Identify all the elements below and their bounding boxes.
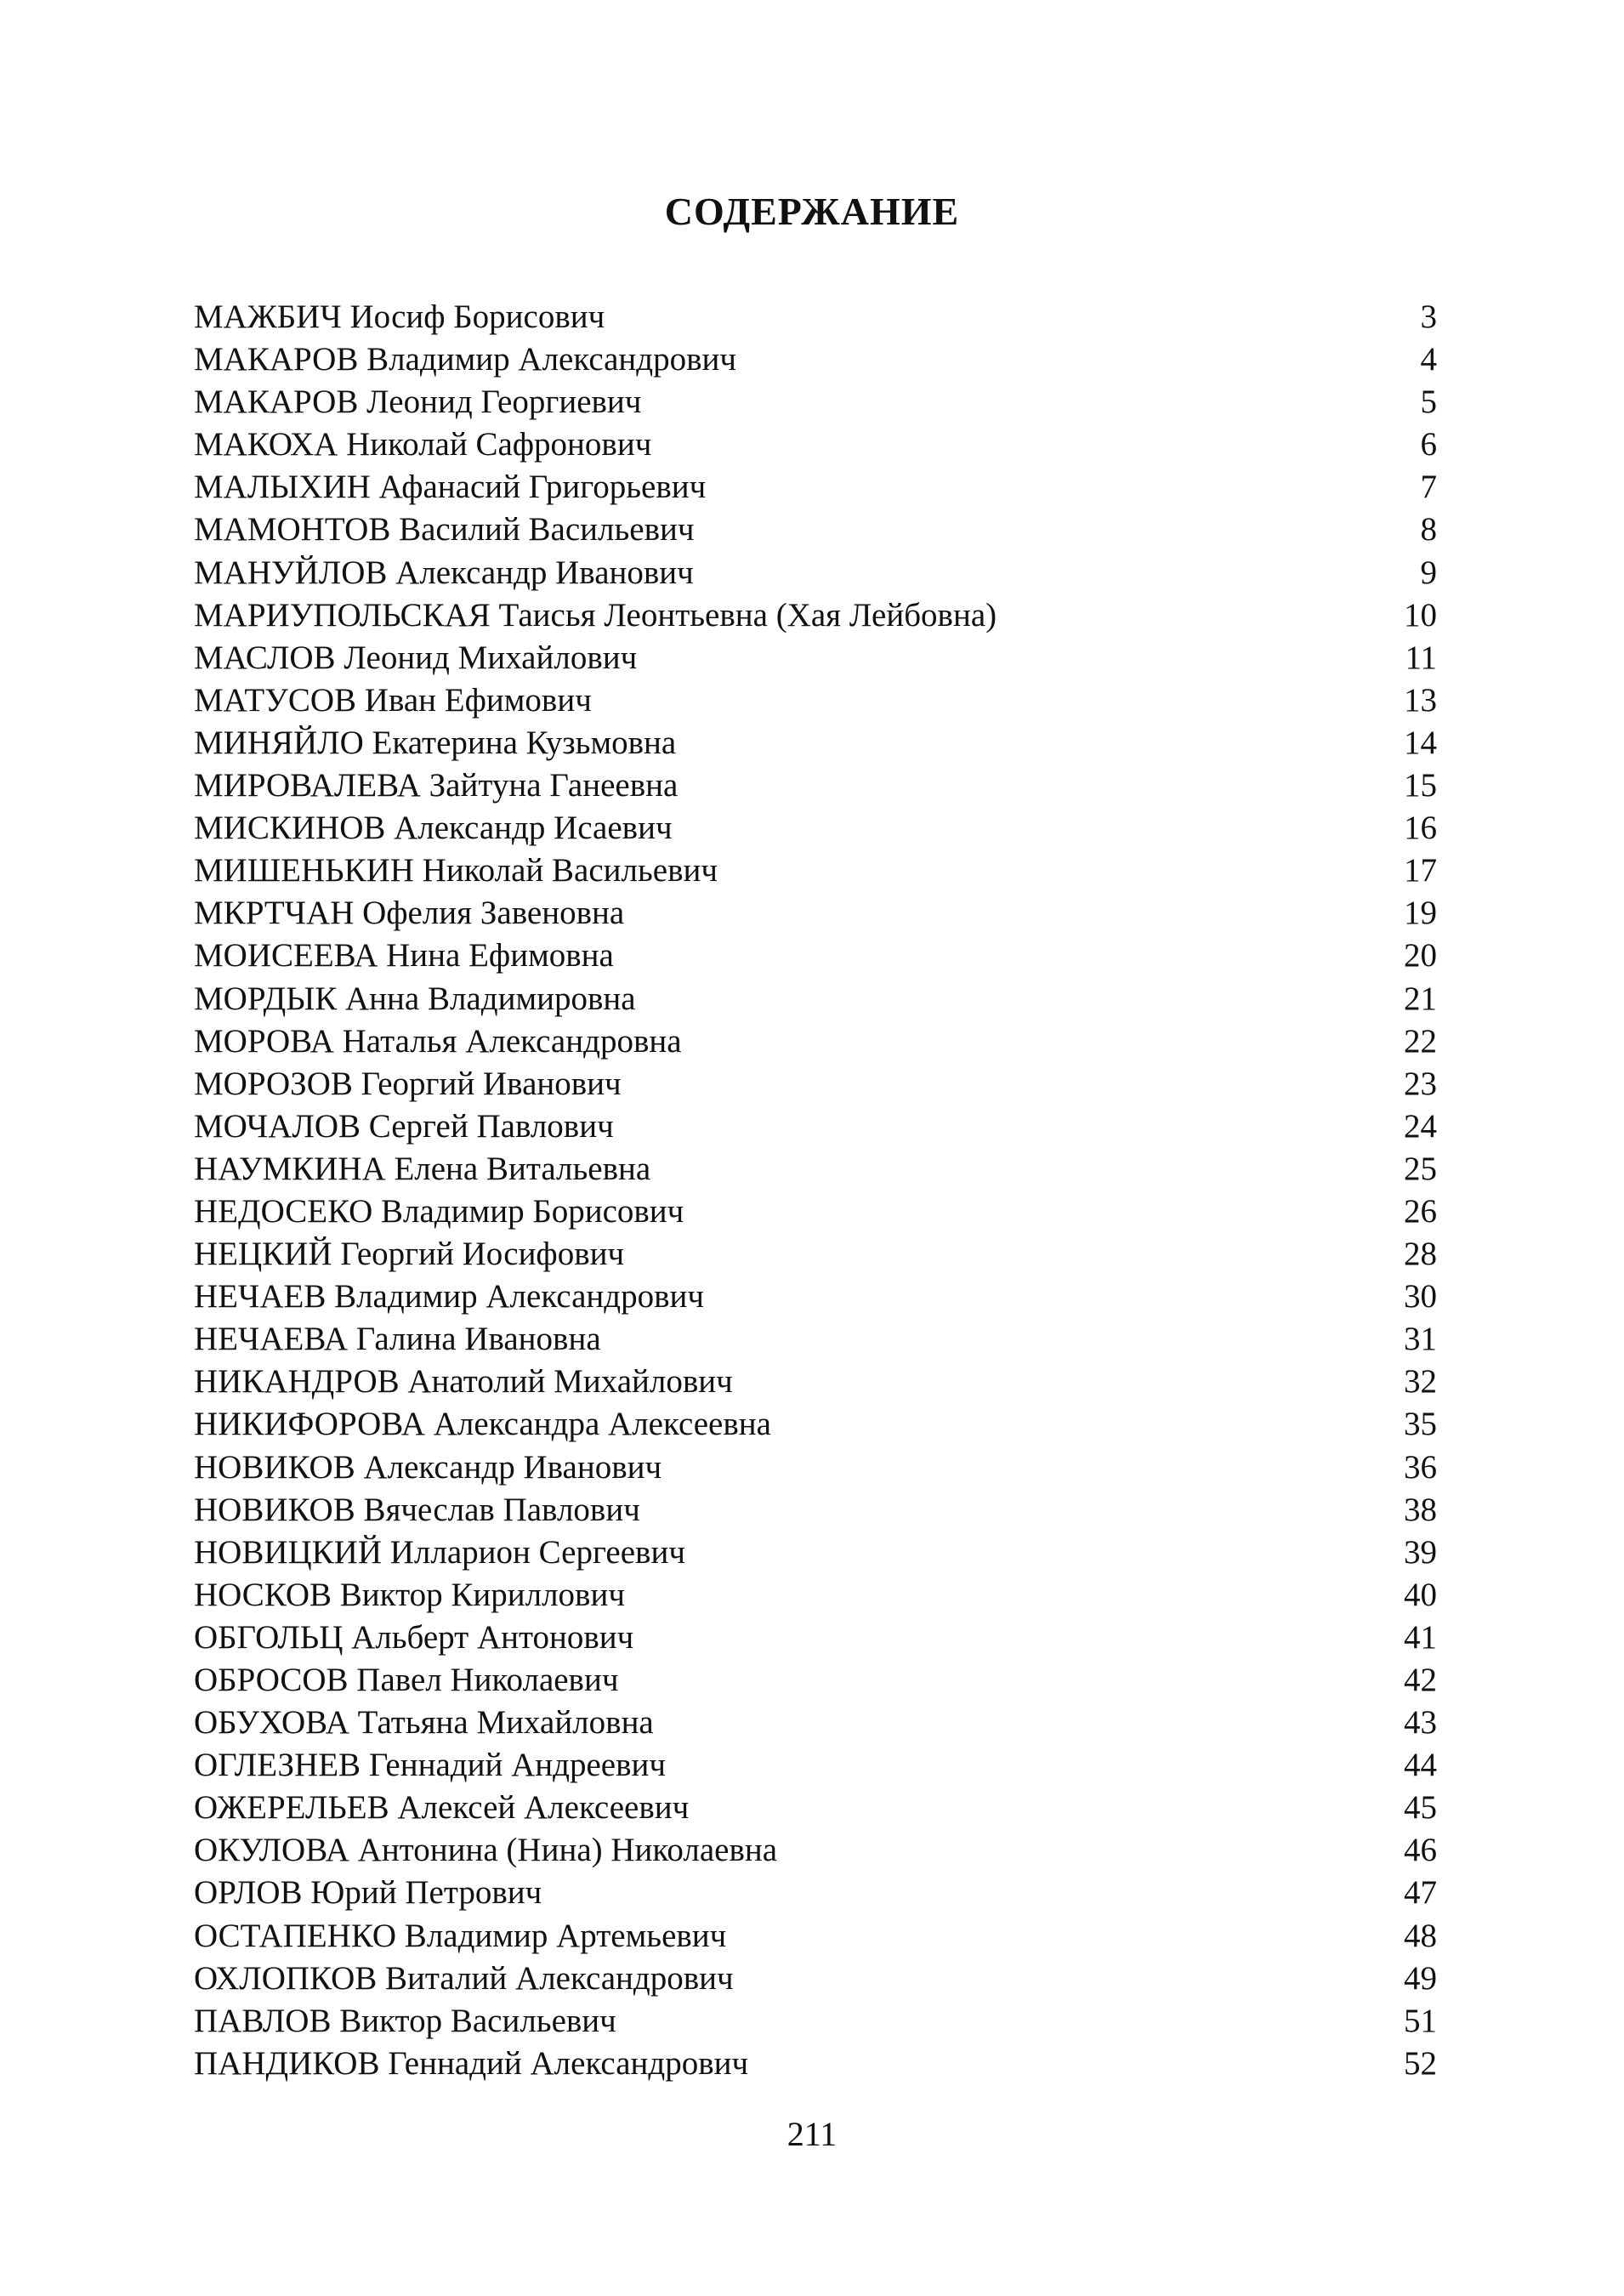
toc-entry-name: ОБУХОВА Татьяна Михайловна: [194, 1704, 654, 1742]
toc-entry: [194, 1063, 1437, 1105]
toc-entry: [194, 1403, 1437, 1446]
toc-entry-page: 45: [1404, 1789, 1437, 1827]
toc-entry: [194, 1446, 1437, 1489]
toc-entry-name: МАЛЫХИН Афанасий Григорьевич: [194, 469, 707, 506]
toc-entry-name: МАКАРОВ Леонид Георгиевич: [194, 384, 642, 421]
toc-entry: [194, 1020, 1437, 1063]
toc-entry: [194, 679, 1437, 722]
toc-entry: [194, 423, 1437, 466]
toc-entry-page: 31: [1404, 1321, 1437, 1358]
toc-entry-page: 46: [1404, 1832, 1437, 1869]
toc-entry-name: НОСКОВ Виктор Кириллович: [194, 1576, 625, 1613]
toc-entry-page: 3: [1420, 298, 1437, 335]
toc-entry: [194, 2043, 1437, 2085]
toc-entry-name: ОГЛЕЗНЕВ Геннадий Андреевич: [194, 1747, 666, 1784]
toc-entry-page: 14: [1404, 724, 1437, 761]
toc-entry-name: ОЖЕРЕЛЬЕВ Алексей Алексеевич: [194, 1789, 690, 1827]
toc-entry-name: МКРТЧАН Офелия Завеновна: [194, 895, 625, 932]
toc-entry: [194, 850, 1437, 892]
toc-entry-page: 13: [1404, 681, 1437, 719]
toc-entry: [194, 552, 1437, 594]
toc-entry-page: 44: [1404, 1747, 1437, 1784]
toc-entry-page: 17: [1404, 852, 1437, 889]
toc-entry: [194, 296, 1437, 338]
toc-entry-name: ОБГОЛЬЦ Альберт Антонович: [194, 1618, 634, 1656]
toc-entry-name: НИКАНДРОВ Анатолий Михайлович: [194, 1363, 733, 1401]
toc-entry: [194, 509, 1437, 551]
toc-entry: [194, 1829, 1437, 1872]
toc-entry: [194, 338, 1437, 381]
toc-entry-page: 49: [1404, 1959, 1437, 1997]
toc-entry-page: 9: [1420, 554, 1437, 591]
toc-entry-name: ОРЛОВ Юрий Петрович: [194, 1874, 542, 1912]
toc-entry-page: 25: [1404, 1150, 1437, 1187]
toc-entry-name: МАЖБИЧ Иосиф Борисович: [194, 298, 605, 335]
toc-entry-page: 7: [1420, 469, 1437, 506]
toc-entry: [194, 1489, 1437, 1532]
toc-entry-name: МИСКИНОВ Александр Исаевич: [194, 810, 673, 847]
toc-entry-name: МОРОЗОВ Георгий Иванович: [194, 1065, 622, 1102]
toc-entry-page: 20: [1404, 937, 1437, 975]
toc-entry: [194, 1958, 1437, 2000]
toc-entry-name: МАНУЙЛОВ Александр Иванович: [194, 554, 694, 591]
toc-entry: [194, 381, 1437, 423]
toc-entry: [194, 1787, 1437, 1829]
toc-entry-name: МАСЛОВ Леонид Михайлович: [194, 639, 638, 676]
toc-entry-page: 5: [1420, 384, 1437, 421]
toc-entry-name: ПАНДИКОВ Геннадий Александрович: [194, 2044, 749, 2082]
toc-entry-page: 24: [1404, 1107, 1437, 1145]
toc-entry-page: 28: [1404, 1236, 1437, 1273]
toc-entry-name: НЕЦКИЙ Георгий Иосифович: [194, 1236, 625, 1273]
toc-entry-name: НОВИЦКИЙ Илларион Сергеевич: [194, 1533, 685, 1571]
toc-entry-name: МОРДЫК Анна Владимировна: [194, 980, 636, 1017]
toc-entry-name: НОВИКОВ Вячеслав Павлович: [194, 1491, 640, 1528]
toc-entry-name: МИРОВАЛЕВА Зайтуна Ганеевна: [194, 767, 679, 804]
toc-entry: [194, 1276, 1437, 1318]
toc-entry-name: МИНЯЙЛО Екатерина Кузьмовна: [194, 724, 677, 761]
toc-entry-name: НАУМКИНА Елена Витальевна: [194, 1150, 651, 1187]
toc-entry: [194, 1574, 1437, 1617]
page-number: 211: [786, 2115, 838, 2153]
toc-entry-page: 32: [1404, 1363, 1437, 1401]
toc-entry-name: НЕЧАЕВА Галина Ивановна: [194, 1321, 601, 1358]
toc-entry-page: 43: [1404, 1704, 1437, 1742]
toc-entry-page: 40: [1404, 1576, 1437, 1613]
toc-entry-page: 38: [1404, 1491, 1437, 1528]
toc-entry-page: 10: [1404, 596, 1437, 634]
toc-entry: [194, 1617, 1437, 1659]
toc-entry-page: 16: [1404, 810, 1437, 847]
toc-entry: [194, 1532, 1437, 1574]
toc-entry-name: МИШЕНЬКИН Николай Васильевич: [194, 852, 718, 889]
toc-entry-name: МОРОВА Наталья Александровна: [194, 1022, 682, 1060]
toc-entry-name: МОИСЕЕВА Нина Ефимовна: [194, 937, 614, 975]
toc-entry-name: МАМОНТОВ Василий Васильевич: [194, 511, 695, 548]
toc-entry-page: 8: [1420, 511, 1437, 548]
toc-entry-name: ОХЛОПКОВ Виталий Александрович: [194, 1959, 734, 1997]
toc-entry-name: НИКИФОРОВА Александра Алексеевна: [194, 1406, 771, 1443]
toc-entry: [194, 637, 1437, 679]
toc-entry-name: ПАВЛОВ Виктор Васильевич: [194, 2002, 616, 2039]
toc-entry: [194, 1872, 1437, 1914]
toc-entry: [194, 1233, 1437, 1276]
toc-entry: [194, 1702, 1437, 1744]
toc-entry-name: ОБРОСОВ Павел Николаевич: [194, 1662, 619, 1698]
toc-entry: [194, 1361, 1437, 1403]
toc-entry: [194, 466, 1437, 509]
toc-entry-page: 21: [1404, 980, 1437, 1017]
toc-entry-page: 41: [1404, 1618, 1437, 1656]
toc-entry-page: 23: [1404, 1065, 1437, 1102]
toc-entry-page: 6: [1420, 426, 1437, 463]
toc-entry-page: 30: [1404, 1278, 1437, 1316]
toc-entry-page: 52: [1404, 2044, 1437, 2082]
toc-entry-page: 26: [1404, 1192, 1437, 1230]
toc-entry-page: 39: [1404, 1533, 1437, 1571]
toc-entry: [194, 1744, 1437, 1787]
toc-entry-page: 42: [1404, 1662, 1437, 1698]
toc-entry: [194, 1915, 1437, 1958]
toc-entry-page: 22: [1404, 1022, 1437, 1060]
toc-entry: [194, 764, 1437, 807]
table-of-contents: [194, 296, 1437, 2085]
toc-entry-name: НОВИКОВ Александр Иванович: [194, 1448, 662, 1486]
toc-entry-page: 35: [1404, 1406, 1437, 1443]
toc-entry-name: ОСТАПЕНКО Владимир Артемьевич: [194, 1917, 727, 1954]
toc-entry-page: 48: [1404, 1917, 1437, 1954]
toc-entry-page: 11: [1405, 639, 1437, 676]
toc-entry: [194, 594, 1437, 637]
toc-entry-name: МАКОХА Николай Сафронович: [194, 426, 652, 463]
toc-entry: [194, 807, 1437, 850]
toc-entry-name: МАТУСОВ Иван Ефимович: [194, 681, 592, 719]
page-title: СОДЕРЖАНИЕ: [664, 190, 960, 233]
toc-entry: [194, 2000, 1437, 2043]
toc-entry-page: 36: [1404, 1448, 1437, 1486]
toc-entry-page: 47: [1404, 1874, 1437, 1912]
toc-entry: [194, 1148, 1437, 1191]
toc-entry-page: 15: [1404, 767, 1437, 804]
toc-entry: [194, 935, 1437, 977]
toc-entry-name: НЕДОСЕКО Владимир Борисович: [194, 1192, 684, 1230]
toc-entry: [194, 1659, 1437, 1702]
toc-entry: [194, 892, 1437, 935]
toc-entry-name: МАКАРОВ Владимир Александрович: [194, 341, 737, 378]
toc-entry-name: НЕЧАЕВ Владимир Александрович: [194, 1278, 705, 1316]
toc-entry: [194, 1318, 1437, 1361]
toc-entry-page: 4: [1420, 341, 1437, 378]
toc-entry-name: МОЧАЛОВ Сергей Павлович: [194, 1107, 614, 1145]
toc-entry-page: 19: [1404, 895, 1437, 932]
toc-entry: [194, 1191, 1437, 1233]
toc-entry: [194, 1105, 1437, 1148]
toc-entry-name: МАРИУПОЛЬСКАЯ Таисья Леонтьевна (Хая Лейбовна): [194, 596, 997, 634]
toc-entry-name: ОКУЛОВА Антонина (Нина) Николаевна: [194, 1832, 778, 1869]
toc-entry: [194, 978, 1437, 1020]
toc-entry-page: 51: [1404, 2002, 1437, 2039]
toc-entry: [194, 722, 1437, 764]
